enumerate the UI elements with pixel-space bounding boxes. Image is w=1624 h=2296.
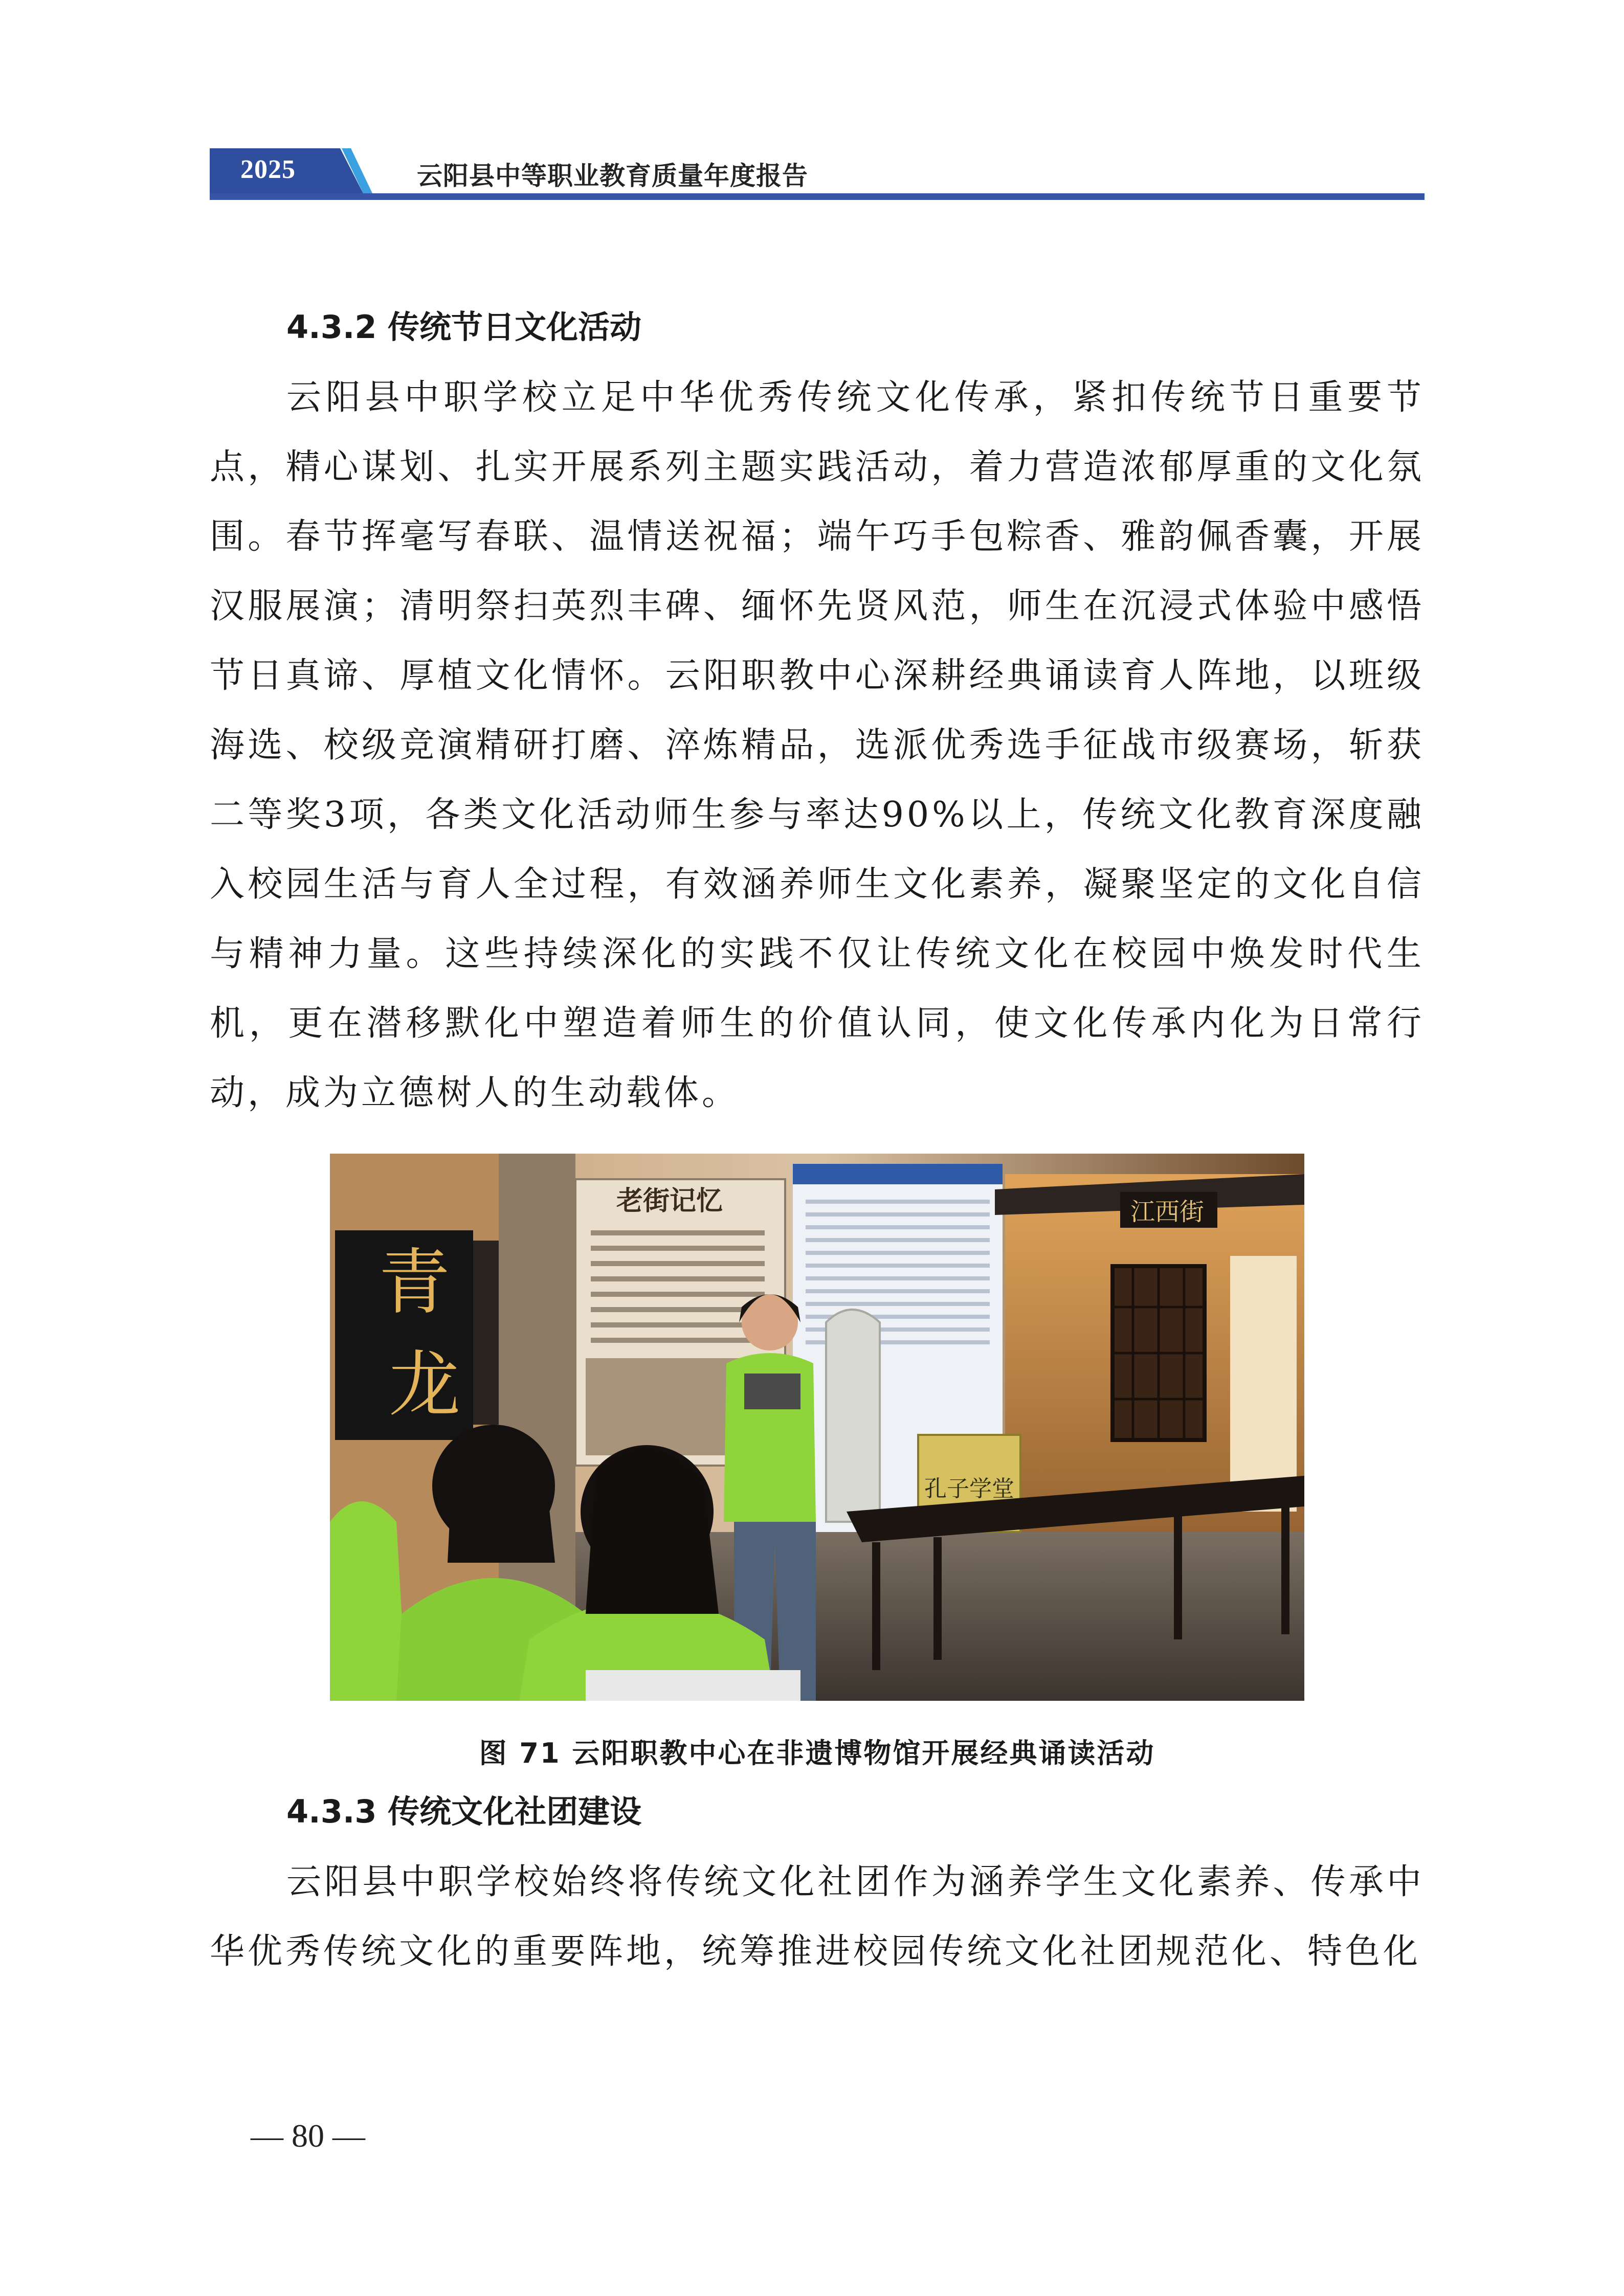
sign-char-long: 龙 (389, 1343, 461, 1427)
board-title: 老街记忆 (616, 1185, 723, 1217)
plaque-text: 孔子学堂 (924, 1476, 1014, 1502)
header-year: 2025 (240, 155, 296, 184)
museum-photo-illustration (330, 1154, 1304, 1701)
header-rule (210, 193, 1425, 200)
page-number: — 80 — (251, 2118, 365, 2154)
page-content (210, 302, 1425, 1987)
figure-photo (330, 1154, 1304, 1701)
figure-caption: 图 71 云阳职教中心在非遗博物馆开展经典诵读活动 (479, 1737, 1155, 1769)
shop-sign: 江西街 (1130, 1198, 1205, 1226)
page-header (210, 148, 1425, 199)
section-paragraph-4-3-3: 云阳县中职学校始终将传统文化社团作为涵养学生文化素养、传承中华优秀传统文化的重要阵地，统筹推进校园传统文化社团规范化、特色化 (210, 1862, 1425, 1972)
section-paragraph-4-3-2: 云阳县中职学校立足中华优秀传统文化传承，紧扣传统节日重要节点，精心谋划、扎实开展系列主题实践活动，着力营造浓郁厚重的文化氛围。春节挥毫写春联、温情送祝福；端午巧手包粽香、雅韵佩香囊，开展汉服展演；清明祭扫英烈丰碑、缅怀先贤风范，师生在沉浸式体验中感悟节日真谛、厚植文化情怀。云阳职教中心深耕经典诵读育人阵地，以班级海选、校级竞演精研打磨、淬炼精品，选派优秀选手征战市级赛场，斩获二等奖3项，各类文化活动师生参与率达90%以上，传统文化教育深度融入校园生活与育人全过程，有效涵养师生文化素养，凝聚坚定的文化自信与精神力量。这些持续深化的实践不仅让传统文化在校园中焕发时代生机，更在潜移默化中塑造着师生的价值认同，使文化传承内化为日常行动，成为立德树人的生动载体。 (210, 377, 1425, 1113)
section-heading-4-3-2: 4.3.2 传统节日文化活动 (286, 308, 642, 346)
sign-char-qing: 青 (379, 1241, 451, 1324)
section-heading-4-3-3: 4.3.3 传统文化社团建设 (286, 1793, 642, 1830)
header-title: 云阳县中等职业教育质量年度报告 (417, 161, 808, 191)
